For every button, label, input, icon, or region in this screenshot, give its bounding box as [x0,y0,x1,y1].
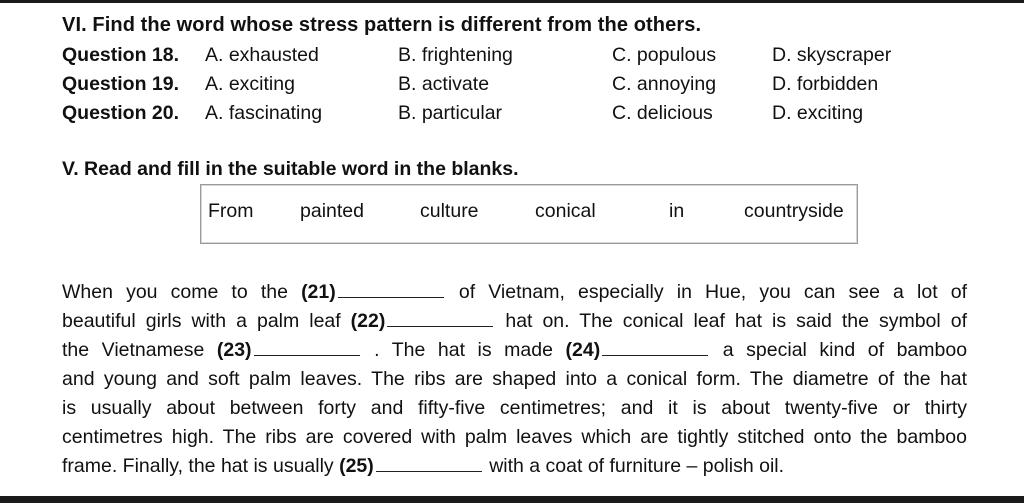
bottom-border-line [0,496,1024,503]
question-row-20 [0,102,1024,128]
passage-line: centimetres high. The ribs are covered with palm leaves which are tightly stitched onto the bamboo [62,426,967,448]
word-bank-item: conical [535,200,596,222]
option-a: A. fascinating [205,102,323,124]
passage-text: a special kind of bamboo [722,339,968,361]
passage-text: the Vietnamese [62,339,205,361]
blank-24[interactable] [602,337,708,356]
option-b: B. particular [398,102,503,124]
option-a: A. exciting [205,73,295,95]
passage-text: frame. Finally, the hat is usually [62,455,334,477]
option-a: A. exhausted [205,44,319,66]
question-row-18 [0,44,1024,70]
passage-text: beautiful girls with a palm leaf [62,310,341,332]
option-b: B. frightening [398,44,513,66]
reading-passage [62,278,967,481]
blank-number-23: (23) [216,339,252,361]
passage-line [62,336,967,365]
option-c: C. annoying [612,73,717,95]
blank-25[interactable] [376,453,482,472]
passage-line: is usually about between forty and fifty-five centimetres; and it is about twenty-five or thirty [62,397,967,419]
word-bank-item: painted [300,200,364,222]
word-bank-item: countryside [744,200,844,222]
blank-number-22: (22) [350,310,386,332]
blank-23[interactable] [254,337,360,356]
question-label: Question 18. [62,44,180,66]
top-border-line [0,0,1024,3]
option-d: D. forbidden [772,73,879,95]
passage-text: hat on. The conical leaf hat is said the symbol of [505,310,967,332]
passage-line: and young and soft palm leaves. The ribs are shaped into a conical form. The diametre of the hat [62,368,967,390]
word-bank-box [200,184,858,244]
passage-line [62,452,967,481]
passage-line [62,307,967,336]
option-d: D. exciting [772,102,864,124]
option-c: C. populous [612,44,717,66]
question-label: Question 19. [62,73,180,95]
word-bank-item: From [208,200,254,222]
section-6-title: VI. Find the word whose stress pattern is different from the others. [62,14,702,36]
word-bank-item: culture [420,200,479,222]
passage-line [62,278,967,307]
word-bank-item: in [669,200,685,222]
option-b: B. activate [398,73,490,95]
passage-text: . The hat is made [374,339,553,361]
blank-number-25: (25) [339,455,374,477]
blank-21[interactable] [338,279,444,298]
section-5-title: V. Read and fill in the suitable word in the blanks. [62,158,519,180]
passage-text: of Vietnam, especially in Hue, you can see a lot of [458,281,967,303]
blank-number-21: (21) [301,281,336,303]
passage-text: When you come to the [62,281,288,303]
question-row-19 [0,73,1024,99]
option-c: C. delicious [612,102,713,124]
blank-22[interactable] [387,308,493,327]
passage-text: with a coat of furniture – polish oil. [489,455,785,477]
blank-number-24: (24) [565,339,601,361]
option-d: D. skyscraper [772,44,892,66]
question-label: Question 20. [62,102,180,124]
